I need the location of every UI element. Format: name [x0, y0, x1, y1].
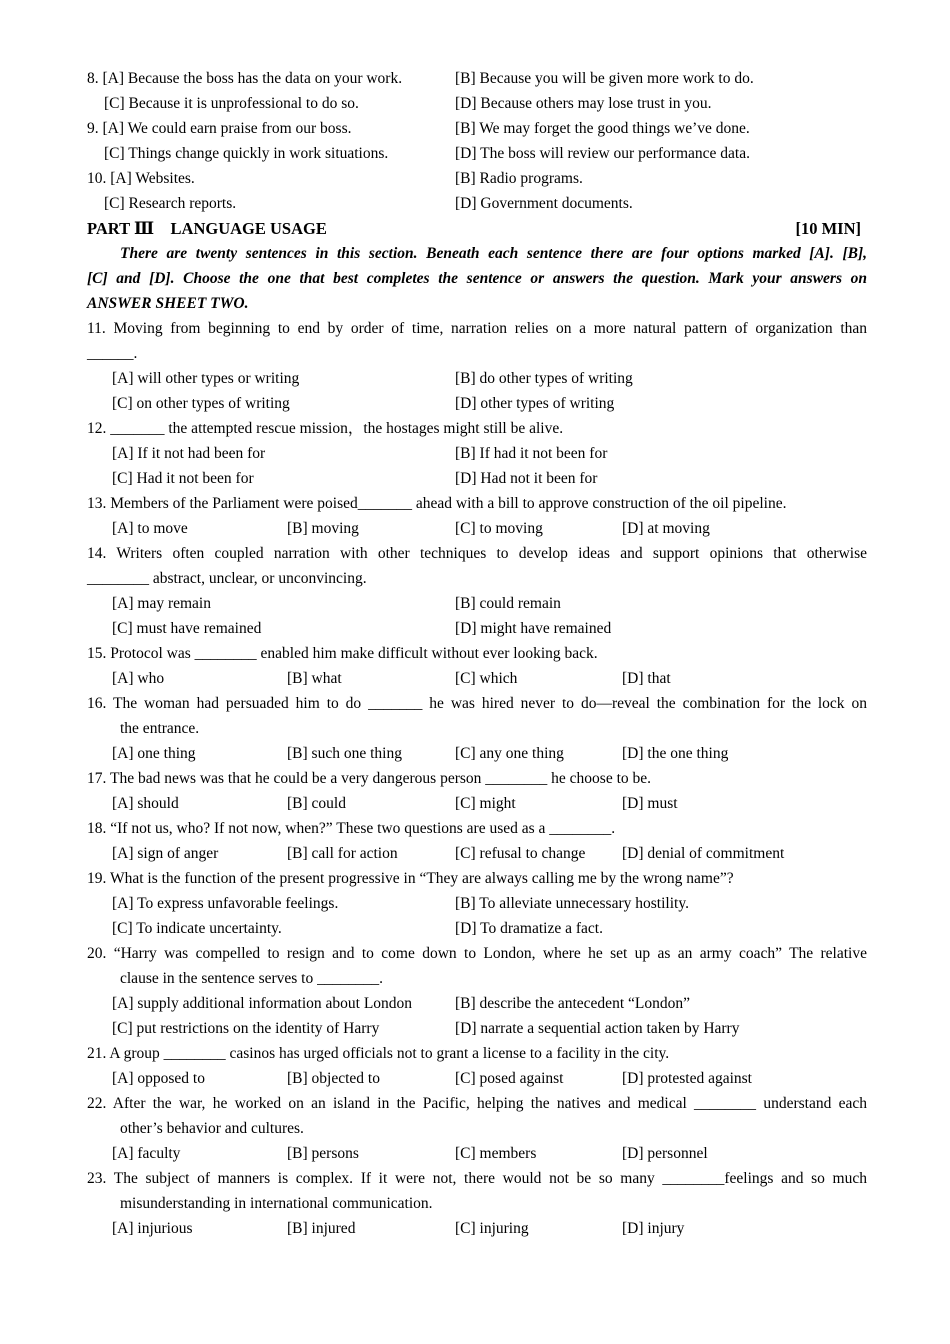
q13-stem: 13. Members of the Parliament were poised_______ ahead with a bill to approve construction of the oil pipeline. — [87, 495, 787, 512]
option-d: [D] might have remained — [455, 620, 612, 637]
option-c: [C] injuring — [455, 1220, 529, 1237]
option-c: [C] Research reports. — [104, 195, 237, 212]
q11-stem-cont: ______. — [87, 345, 138, 362]
option-d: [D] that — [622, 670, 671, 687]
q12-options-row1 — [87, 441, 867, 466]
q20-stem-cont: clause in the sentence serves to ________. — [120, 970, 383, 987]
option-b: [B] persons — [287, 1145, 359, 1162]
q11-options-row2 — [87, 391, 867, 416]
q17-options — [87, 791, 867, 816]
option-a: [A] will other types or writing — [112, 370, 300, 387]
listening-q9-row1 — [87, 116, 867, 141]
option-d: [D] the one thing — [622, 745, 729, 762]
option-b: [B] We may forget the good things we’ve done. — [455, 120, 750, 137]
option-d: [D] injury — [622, 1220, 685, 1237]
option-a: [A] faculty — [112, 1145, 181, 1162]
q16-options — [87, 741, 867, 766]
option-c: [C] put restrictions on the identity of Harry — [112, 1020, 380, 1037]
option-b: [B] do other types of writing — [455, 370, 633, 387]
q17-stem: 17. The bad news was that he could be a very dangerous person ________ he choose to be. — [87, 770, 652, 787]
option-b: [B] could — [287, 795, 346, 812]
option-c: [C] to moving — [455, 520, 543, 537]
option-d: [D] Had not it been for — [455, 470, 598, 487]
part3-time: [10 MIN] — [795, 219, 861, 238]
option-d: [D] narrate a sequential action taken by Harry — [455, 1020, 740, 1037]
option-c: [C] refusal to change — [455, 845, 586, 862]
part3-instruction-line3: ANSWER SHEET TWO. — [87, 295, 249, 312]
q12-options-row2 — [87, 466, 867, 491]
part3-instruction-line1: There are twenty sentences in this section. Beneath each sentence there are four options marked [A]. [B], — [120, 245, 867, 262]
q22-stem: 22. After the war, he worked on an island in the Pacific, helping the natives and medical ________ understand each — [87, 1095, 867, 1112]
q21-stem: 21. A group ________ casinos has urged officials not to grant a license to a facility in the city. — [87, 1045, 670, 1062]
q20-stem: 20. “Harry was compelled to resign and to come down to London, where he set up as an army coach” The relative — [87, 945, 867, 962]
q23-options — [87, 1216, 867, 1241]
option-b: [B] call for action — [287, 845, 398, 862]
option-a: [A] opposed to — [112, 1070, 205, 1087]
option-b: [B] objected to — [287, 1070, 380, 1087]
option-b: [B] Radio programs. — [455, 170, 583, 187]
q14-options-row2 — [87, 616, 867, 641]
option-b: [B] what — [287, 670, 342, 687]
option-a: [A] supply additional information about London — [112, 995, 413, 1012]
q18-options — [87, 841, 867, 866]
q22-options — [87, 1141, 867, 1166]
option-a: [A] who — [112, 670, 165, 687]
option-a: [A] to move — [112, 520, 188, 537]
option-b: [B] could remain — [455, 595, 561, 612]
q11-stem: 11. Moving from beginning to end by order of time, narration relies on a more natural pattern of organization than — [87, 320, 867, 337]
q14-stem: 14. Writers often coupled narration with other techniques to develop ideas and support opinions that otherwise — [87, 545, 867, 562]
option-c: [C] Things change quickly in work situations. — [104, 145, 389, 162]
q14-stem-cont: ________ abstract, unclear, or unconvincing. — [87, 570, 367, 587]
q22-stem-cont: other’s behavior and cultures. — [120, 1120, 304, 1137]
option-d: [D] must — [622, 795, 678, 812]
option-b: [B] injured — [287, 1220, 356, 1237]
option-c: [C] might — [455, 795, 516, 812]
q14-options-row1 — [87, 591, 867, 616]
q16-stem: 16. The woman had persuaded him to do _______ he was hired never to do—reveal the combination for the lock on — [87, 695, 867, 712]
q20-options-row1 — [87, 991, 867, 1016]
option-c: [C] which — [455, 670, 518, 687]
listening-q9-row2 — [87, 141, 867, 166]
q18-stem: 18. “If not us, who? If not now, when?” These two questions are used as a ________. — [87, 820, 616, 837]
option-d: [D] Because others may lose trust in you. — [455, 95, 712, 112]
option-d: [D] personnel — [622, 1145, 708, 1162]
option-c: [C] posed against — [455, 1070, 564, 1087]
q21-options — [87, 1066, 867, 1091]
option-c: [C] Because it is unprofessional to do so. — [104, 95, 359, 112]
option-b: [B] If had it not been for — [455, 445, 608, 462]
q15-options — [87, 666, 867, 691]
option-b: [B] Because you will be given more work to do. — [455, 70, 754, 87]
option-c: [C] To indicate uncertainty. — [112, 920, 282, 937]
option-a: [A] sign of anger — [112, 845, 219, 862]
option-d: [D] denial of commitment — [622, 845, 785, 862]
q23-stem-cont: misunderstanding in international communication. — [120, 1195, 433, 1212]
q19-options-row2 — [87, 916, 867, 941]
part3-heading — [87, 216, 867, 241]
listening-q10-row1 — [87, 166, 867, 191]
option-c: [C] any one thing — [455, 745, 564, 762]
listening-q8-row2 — [87, 91, 867, 116]
option-c: [C] on other types of writing — [112, 395, 290, 412]
option-a: [A] one thing — [112, 745, 196, 762]
option-c: [C] Had it not been for — [112, 470, 254, 487]
option-c: [C] must have remained — [112, 620, 262, 637]
option-a: [A] If it not had been for — [112, 445, 266, 462]
option-a: [A] To express unfavorable feelings. — [112, 895, 339, 912]
part3-title: PART Ⅲ LANGUAGE USAGE — [87, 219, 327, 238]
option-b: [B] describe the antecedent “London” — [455, 995, 690, 1012]
option-a: [A] injurious — [112, 1220, 193, 1237]
listening-q8-row1 — [87, 66, 867, 91]
option-d: [D] Government documents. — [455, 195, 633, 212]
q16-stem-cont: the entrance. — [120, 720, 200, 737]
question-block — [87, 66, 867, 1241]
option-b: [B] moving — [287, 520, 359, 537]
option-b: [B] To alleviate unnecessary hostility. — [455, 895, 689, 912]
option-b: [B] such one thing — [287, 745, 402, 762]
option-a: [A] should — [112, 795, 179, 812]
q13-options — [87, 516, 867, 541]
option-d: [D] at moving — [622, 520, 710, 537]
q20-options-row2 — [87, 1016, 867, 1041]
option-d: [D] To dramatize a fact. — [455, 920, 603, 937]
option-a: 8. [A] Because the boss has the data on your work. — [87, 70, 403, 87]
q23-stem: 23. The subject of manners is complex. If it were not, there would not be so many ________feelings and so much — [87, 1170, 867, 1187]
q11-options-row1 — [87, 366, 867, 391]
option-d: [D] protested against — [622, 1070, 752, 1087]
option-d: [D] The boss will review our performance data. — [455, 145, 750, 162]
q19-options-row1 — [87, 891, 867, 916]
listening-q10-row2 — [87, 191, 867, 216]
q19-stem: 19. What is the function of the present progressive in “They are always calling me by the wrong name”? — [87, 870, 734, 887]
part3-instruction-line2: [C] and [D]. Choose the one that best completes the sentence or answers the question. Mark your answers on — [87, 270, 867, 287]
option-d: [D] other types of writing — [455, 395, 615, 412]
q12-stem: 12. _______ the attempted rescue mission，the hostages might still be alive. — [87, 420, 564, 437]
option-c: [C] members — [455, 1145, 537, 1162]
q15-stem: 15. Protocol was ________ enabled him make difficult without ever looking back. — [87, 645, 598, 662]
option-a: [A] may remain — [112, 595, 211, 612]
option-a: 10. [A] Websites. — [87, 170, 195, 187]
option-a: 9. [A] We could earn praise from our boss. — [87, 120, 352, 137]
